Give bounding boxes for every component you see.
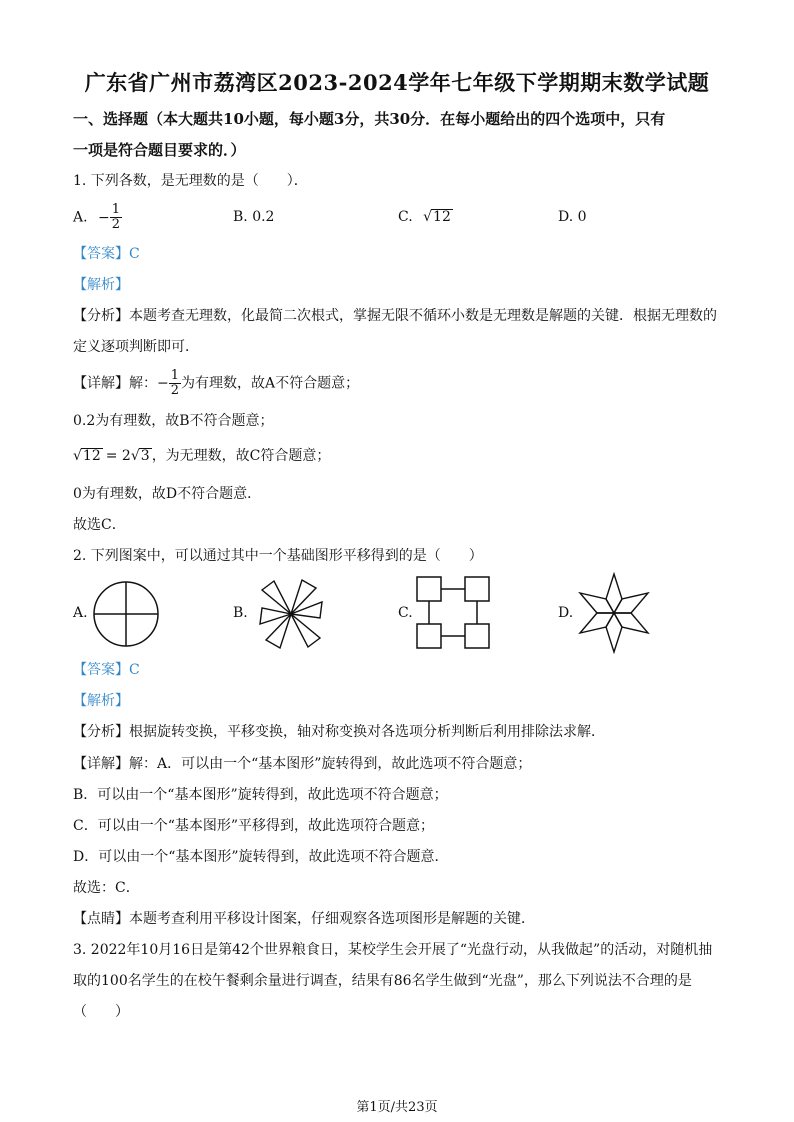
- q1-detail-c-radicand1: 12: [82, 448, 101, 464]
- radical-sign-icon: √: [73, 448, 82, 464]
- six-rhombus-star-figure: [576, 572, 652, 654]
- q1-detail-c-radicand2: 3: [140, 448, 150, 464]
- fraction-numerator: 1: [170, 368, 180, 383]
- q2-option-d-label: D.: [558, 605, 574, 621]
- q1-analysis-line2: 定义逐项判断即可．: [73, 339, 199, 355]
- radical-sign-icon: √: [130, 448, 140, 464]
- radical-sign-icon: √: [423, 209, 433, 225]
- q2-detail-b: B．可以由一个“基本图形”旋转得到，故此选项不符合题意；: [73, 787, 448, 803]
- page-title: 广东省广州市荔湾区2023-2024学年七年级下学期期末数学试题: [84, 70, 710, 95]
- fraction-denominator: 2: [111, 217, 121, 232]
- q2-detail-a: 【详解】解：A．可以由一个“基本图形”旋转得到，故此选项不符合题意；: [73, 756, 532, 772]
- q2-detail-c: C．可以由一个“基本图形”平移得到，故此选项符合题意；: [73, 818, 435, 834]
- q1-detail-c-equals: = 2: [105, 448, 131, 464]
- q1-analysis-tag: 【解析】: [73, 277, 129, 293]
- q2-detail-d: D．可以由一个“基本图形”旋转得到，故此选项不符合题意．: [73, 849, 449, 865]
- q1-option-b: B. 0.2: [233, 209, 275, 225]
- q1-detail-c: [73, 447, 330, 465]
- four-squares-figure: [416, 576, 492, 650]
- q2-answer: 【答案】C: [73, 662, 140, 678]
- q1-detail-c-text: ，为无理数，故C符合题意；: [151, 448, 331, 464]
- q1-option-a-sign: −: [98, 209, 110, 226]
- q1-detail-prefix: 【详解】解：: [73, 375, 157, 392]
- q1-stem: 1. 下列各数，是无理数的是（ ）．: [73, 173, 308, 189]
- page-footer: 第1页/共23页: [356, 1100, 438, 1115]
- q1-option-a: [73, 203, 122, 232]
- fraction-denominator: 2: [170, 383, 180, 398]
- q1-option-c-label: C.: [398, 209, 413, 225]
- q1-detail-d: 0为有理数，故D不符合题意．: [73, 486, 262, 502]
- q2-remark: 【点睛】本题考查利用平移设计图案，仔细观察各选项图形是解题的关键．: [73, 911, 535, 927]
- q3-stem-line1: 3. 2022年10月16日是第42个世界粮食日，某校学生会开展了“光盘行动，从我做起”的活动，对随机抽: [73, 942, 713, 958]
- q2-stem: 2. 下列图案中，可以通过其中一个基础图形平移得到的是（ ）: [73, 548, 483, 564]
- q1-detail-fraction: [169, 369, 181, 398]
- q1-detail-a-text: 为有理数，故A不符合题意；: [181, 375, 360, 392]
- circle-cross-figure: [92, 580, 160, 648]
- q3-stem-line3: （ ）: [73, 1004, 129, 1020]
- q1-option-c-radicand: 12: [433, 209, 451, 225]
- q1-detail-b: 0.2为有理数，故B不符合题意；: [73, 413, 274, 429]
- q1-option-a-label: A.: [73, 209, 88, 226]
- q1-option-a-fraction: [110, 203, 122, 232]
- q3-stem-line2: 取的100名学生的在校午餐剩余量进行调查，结果有86名学生做到“光盘”，那么下列说法不合理的是: [73, 973, 692, 989]
- q2-option-a-label: A.: [73, 605, 88, 621]
- section-heading-line2: 一项是符合题目要求的．）: [73, 141, 246, 159]
- q1-detail-sign: −: [157, 375, 169, 392]
- fraction-numerator: 1: [111, 202, 121, 217]
- q1-detail-a: [73, 369, 359, 398]
- section-heading-line1: 一、选择题（本大题共10小题，每小题3分，共30分．在每小题给出的四个选项中，只有: [73, 110, 666, 128]
- q2-analysis-tag: 【解析】: [73, 693, 129, 709]
- q2-option-c-label: C.: [398, 605, 413, 621]
- q1-answer: 【答案】C: [73, 246, 140, 262]
- q2-analysis: 【分析】根据旋转变换，平移变换，轴对称变换对各选项分析判断后利用排除法求解．: [73, 724, 605, 740]
- q2-option-b-label: B.: [233, 605, 248, 621]
- pinwheel-triangles-figure: [256, 578, 326, 650]
- q1-analysis-line1: 【分析】本题考查无理数，化最简二次根式，掌握无限不循环小数是无理数是解题的关键．根据无理数的: [73, 308, 717, 324]
- q1-option-c: [398, 208, 453, 226]
- q2-conclusion: 故选：C．: [73, 880, 140, 896]
- q1-conclusion: 故选C．: [73, 517, 126, 533]
- q1-option-d: D. 0: [558, 209, 587, 225]
